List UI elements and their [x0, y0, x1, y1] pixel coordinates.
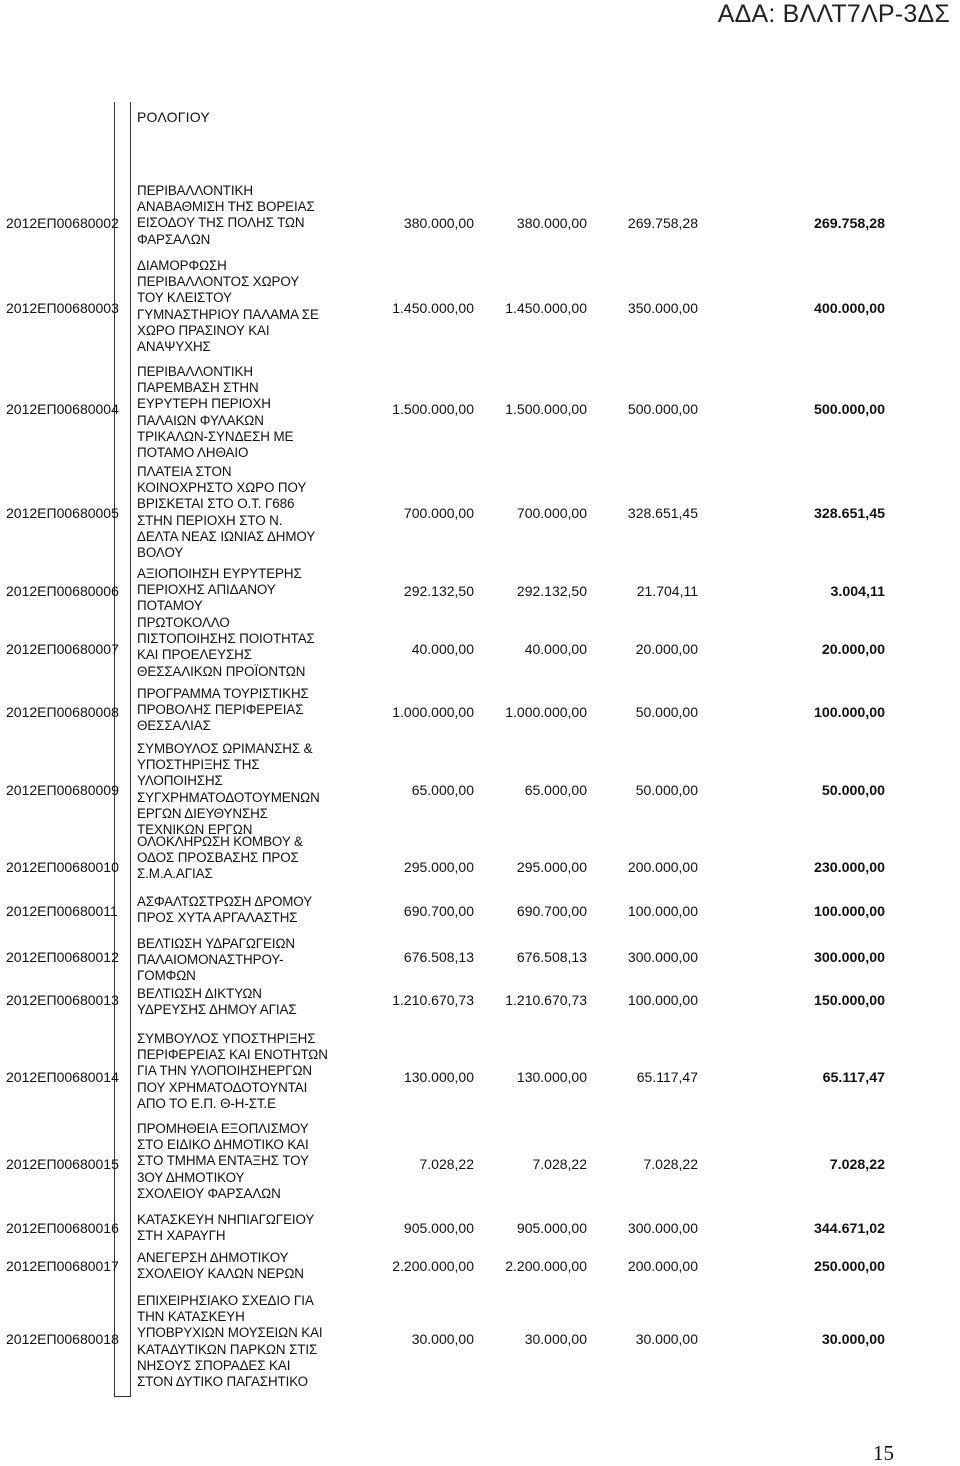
approved-value: 40.000,00: [524, 641, 587, 657]
project-description: ΕΠΙΧΕΙΡΗΣΙΑΚΟ ΣΧΕΔΙΟ ΓΙΑ ΤΗΝ ΚΑΤΑΣΚΕΥΗ ΥΠΟΒΡΥΧΙΩΝ ΜΟΥΣΕΙΩΝ ΚΑΙ ΚΑΤΑΔΥΤΙΚΩΝ ΠΑΡΚΩΝ ΣΤΙΣ ΝΗΣΟΥΣ ΣΠΟΡΑΔΕΣ ΚΑΙ ΣΤΟΝ ΔΥΤΙΚΟ ΠΑΓΑΣΗΤΙΚΟ: [137, 1293, 323, 1390]
payment-value: 100.000,00: [627, 992, 698, 1008]
approved-value: 690.700,00: [516, 903, 587, 919]
approved-value: 65.000,00: [524, 782, 587, 798]
project-description: ΠΛΑΤΕΙΑ ΣΤΟΝ ΚΟΙΝΟΧΡΗΣΤΟ ΧΩΡΟ ΠΟΥ ΒΡΙΣΚΕΤΑΙ ΣΤΟ Ο.Τ. Γ686 ΣΤΗΝ ΠΕΡΙΟΧΗ ΣΤΟ Ν. ΔΕΛΤΑ ΝΕΑΣ ΙΩΝΙΑΣ ΔΗΜΟΥ ΒΟΛΟΥ: [137, 464, 316, 561]
revised-value: 100.000,00: [813, 705, 885, 721]
approved-value: 1.450.000,00: [505, 300, 587, 316]
approved-value: 130.000,00: [516, 1069, 587, 1085]
revised-value: 400.000,00: [813, 301, 885, 317]
budget-value: 1.450.000,00: [392, 300, 474, 316]
revised-value: 100.000,00: [813, 904, 885, 920]
project-description: ΑΣΦΑΛΤΩΣΤΡΩΣΗ ΔΡΟΜΟΥ ΠΡΟΣ ΧΥΤΑ ΑΡΓΑΛΑΣΤΗΣ: [137, 894, 313, 926]
payment-value: 7.028,22: [643, 1156, 698, 1172]
revised-value: 150.000,00: [813, 993, 885, 1009]
budget-value: 130.000,00: [403, 1069, 474, 1085]
project-code: 2012ΕΠ00680013: [6, 992, 119, 1008]
budget-value: 295.000,00: [403, 859, 474, 875]
payment-value: 328.651,45: [627, 505, 698, 521]
project-code: 2012ΕΠ00680017: [6, 1258, 119, 1274]
budget-value: 1.500.000,00: [392, 401, 474, 417]
project-code: 2012ΕΠ00680014: [6, 1069, 119, 1085]
project-description: ΑΝΕΓΕΡΣΗ ΔΗΜΟΤΙΚΟΥ ΣΧΟΛΕΙΟΥ ΚΑΛΩΝ ΝΕΡΩΝ: [137, 1250, 304, 1282]
approved-value: 292.132,50: [516, 583, 587, 599]
revised-value: 230.000,00: [813, 860, 885, 876]
budget-value: 65.000,00: [411, 782, 474, 798]
project-code: 2012ΕΠ00680004: [6, 401, 119, 417]
approved-value: 380.000,00: [516, 215, 587, 231]
budget-value: 700.000,00: [403, 505, 474, 521]
approved-value: 1.000.000,00: [505, 704, 587, 720]
ada-header: ΑΔΑ: ΒΛΛΤ7ΛΡ-3ΔΣ: [717, 0, 950, 28]
revised-value: 500.000,00: [813, 402, 885, 418]
approved-value: 7.028,22: [532, 1156, 587, 1172]
project-description: ΠΡΟΓΡΑΜΜΑ ΤΟΥΡΙΣΤΙΚΗΣ ΠΡΟΒΟΛΗΣ ΠΕΡΙΦΕΡΕΙΑΣ ΘΕΣΣΑΛΙΑΣ: [137, 686, 309, 734]
project-description: ΠΡΩΤΟΚΟΛΛΟ ΠΙΣΤΟΠΟΙΗΣΗΣ ΠΟΙΟΤΗΤΑΣ ΚΑΙ ΠΡΟΕΛΕΥΣΗΣ ΘΕΣΣΑΛΙΚΩΝ ΠΡΟΪΟΝΤΩΝ: [137, 615, 315, 679]
approved-value: 905.000,00: [516, 1220, 587, 1236]
project-description: ΣΥΜΒΟΥΛΟΣ ΩΡΙΜΑΝΣΗΣ & ΥΠΟΣΤΗΡΙΞΗΣ ΤΗΣ ΥΛΟΠΟΙΗΣΗΣ ΣΥΓΧΡΗΜΑΤΟΔΟΤΟΥΜΕΝΩΝ ΕΡΓΩΝ ΔΙΕΥΘΥΝΣΗΣ ΤΕΧΝΙΚΩΝ ΕΡΓΩΝ: [137, 741, 320, 838]
payment-value: 50.000,00: [635, 782, 698, 798]
project-description: ΔΙΑΜΟΡΦΩΣΗ ΠΕΡΙΒΑΛΛΟΝΤΟΣ ΧΩΡΟΥ ΤΟΥ ΚΛΕΙΣΤΟΥ ΓΥΜΝΑΣΤΗΡΙΟΥ ΠΑΛΑΜΑ ΣΕ ΧΩΡΟ ΠΡΑΣΙΝΟΥ ΚΑΙ ΑΝΑΨΥΧΗΣ: [137, 258, 319, 355]
revised-value: 300.000,00: [813, 950, 885, 966]
budget-value: 1.210.670,73: [392, 992, 474, 1008]
budget-value: 40.000,00: [411, 641, 474, 657]
project-description: ΒΕΛΤΙΩΣΗ ΥΔΡΑΓΩΓΕΙΩΝ ΠΑΛΑΙΟΜΟΝΑΣΤΗΡΟΥ- ΓΟΜΦΩΝ: [137, 936, 295, 984]
revised-value: 50.000,00: [821, 783, 885, 799]
payment-value: 200.000,00: [627, 859, 698, 875]
page-number: 15: [873, 1441, 894, 1465]
budget-value: 676.508,13: [403, 949, 474, 965]
project-code: 2012ΕΠ00680012: [6, 949, 119, 965]
payment-value: 350.000,00: [627, 300, 698, 316]
payment-value: 100.000,00: [627, 903, 698, 919]
payment-value: 30.000,00: [635, 1331, 698, 1347]
revised-value: 7.028,22: [829, 1157, 885, 1173]
payment-value: 20.000,00: [635, 641, 698, 657]
budget-value: 7.028,22: [419, 1156, 474, 1172]
project-code: 2012ΕΠ00680007: [6, 641, 119, 657]
revised-value: 20.000,00: [821, 642, 885, 658]
payment-value: 300.000,00: [627, 949, 698, 965]
budget-value: 690.700,00: [403, 903, 474, 919]
continued-description-fragment: ΡΟΛΟΓΙΟΥ: [137, 109, 210, 125]
budget-value: 2.200.000,00: [392, 1258, 474, 1274]
revised-value: 65.117,47: [822, 1070, 885, 1086]
project-code: 2012ΕΠ00680003: [6, 300, 119, 316]
budget-value: 30.000,00: [411, 1331, 474, 1347]
approved-value: 30.000,00: [524, 1331, 587, 1347]
project-description: ΒΕΛΤΙΩΣΗ ΔΙΚΤΥΩΝ ΥΔΡΕΥΣΗΣ ΔΗΜΟΥ ΑΓΙΑΣ: [137, 986, 297, 1018]
payment-value: 500.000,00: [627, 401, 698, 417]
project-description: ΠΡΟΜΗΘΕΙΑ ΕΞΟΠΛΙΣΜΟΥ ΣΤΟ ΕΙΔΙΚΟ ΔΗΜΟΤΙΚΟ ΚΑΙ ΣΤΟ ΤΜΗΜΑ ΕΝΤΑΞΗΣ ΤΟΥ 3ΟΥ ΔΗΜΟΤΙΚΟΥ ΣΧΟΛΕΙΟΥ ΦΑΡΣΑΛΩΝ: [137, 1121, 309, 1201]
table-border-divider: [130, 102, 131, 1397]
approved-value: 2.200.000,00: [505, 1258, 587, 1274]
payment-value: 65.117,47: [636, 1069, 698, 1085]
project-code: 2012ΕΠ00680010: [6, 859, 119, 875]
revised-value: 3.004,11: [830, 584, 885, 600]
project-code: 2012ΕΠ00680005: [6, 505, 119, 521]
table-border-bottom: [114, 1396, 131, 1397]
project-code: 2012ΕΠ00680009: [6, 782, 119, 798]
project-description: ΚΑΤΑΣΚΕΥΗ ΝΗΠΙΑΓΩΓΕΙΟΥ ΣΤΗ ΧΑΡΑΥΓΗ: [137, 1212, 315, 1244]
table-border-left: [114, 102, 115, 1397]
revised-value: 30.000,00: [821, 1332, 885, 1348]
approved-value: 676.508,13: [516, 949, 587, 965]
project-code: 2012ΕΠ00680006: [6, 583, 119, 599]
budget-value: 380.000,00: [403, 215, 474, 231]
project-description: ΑΞΙΟΠΟΙΗΣΗ ΕΥΡΥΤΕΡΗΣ ΠΕΡΙΟΧΗΣ ΑΠΙΔΑΝΟΥ ΠΟΤΑΜΟΥ: [137, 566, 302, 614]
approved-value: 295.000,00: [516, 859, 587, 875]
project-code: 2012ΕΠ00680011: [6, 903, 118, 919]
revised-value: 328.651,45: [813, 506, 885, 522]
payment-value: 21.704,11: [636, 583, 698, 599]
project-code: 2012ΕΠ00680016: [6, 1220, 119, 1236]
payment-value: 300.000,00: [627, 1220, 698, 1236]
project-code: 2012ΕΠ00680018: [6, 1331, 119, 1347]
project-code: 2012ΕΠ00680015: [6, 1156, 119, 1172]
budget-value: 292.132,50: [403, 583, 474, 599]
project-code: 2012ΕΠ00680002: [6, 215, 119, 231]
payment-value: 50.000,00: [635, 704, 698, 720]
project-description: ΣΥΜΒΟΥΛΟΣ ΥΠΟΣΤΗΡΙΞΗΣ ΠΕΡΙΦΕΡΕΙΑΣ ΚΑΙ ΕΝΟΤΗΤΩΝ ΓΙΑ ΤΗΝ ΥΛΟΠΟΙΗΣΗΕΡΓΩΝ ΠΟΥ ΧΡΗΜΑΤΟΔΟΤΟΥΝΤΑΙ ΑΠΟ ΤΟ Ε.Π. Θ-Η-ΣΤ.Ε: [137, 1031, 328, 1111]
payment-value: 200.000,00: [627, 1258, 698, 1274]
budget-value: 905.000,00: [403, 1220, 474, 1236]
approved-value: 1.210.670,73: [505, 992, 587, 1008]
project-description: ΟΛΟΚΛΗΡΩΣΗ ΚΟΜΒΟΥ & ΟΔΟΣ ΠΡΟΣΒΑΣΗΣ ΠΡΟΣ Σ.Μ.Α.ΑΓΙΑΣ: [137, 834, 303, 882]
revised-value: 250.000,00: [813, 1259, 885, 1275]
payment-value: 269.758,28: [627, 215, 698, 231]
project-code: 2012ΕΠ00680008: [6, 704, 119, 720]
project-description: ΠΕΡΙΒΑΛΛΟΝΤΙΚΗ ΠΑΡΕΜΒΑΣΗ ΣΤΗΝ ΕΥΡΥΤΕΡΗ ΠΕΡΙΟΧΗ ΠΑΛΑΙΩΝ ΦΥΛΑΚΩΝ ΤΡΙΚΑΛΩΝ-ΣΥΝΔΕΣΗ ΜΕ ΠΟΤΑΜΟ ΛΗΘΑΙΟ: [137, 364, 294, 461]
approved-value: 1.500.000,00: [505, 401, 587, 417]
revised-value: 344.671,02: [813, 1221, 885, 1237]
approved-value: 700.000,00: [516, 505, 587, 521]
project-description: ΠΕΡΙΒΑΛΛΟΝΤΙΚΗ ΑΝΑΒΑΘΜΙΣΗ ΤΗΣ ΒΟΡΕΙΑΣ ΕΙΣΟΔΟΥ ΤΗΣ ΠΟΛΗΣ ΤΩΝ ΦΑΡΣΑΛΩΝ: [137, 183, 315, 247]
budget-value: 1.000.000,00: [392, 704, 474, 720]
revised-value: 269.758,28: [813, 216, 885, 232]
